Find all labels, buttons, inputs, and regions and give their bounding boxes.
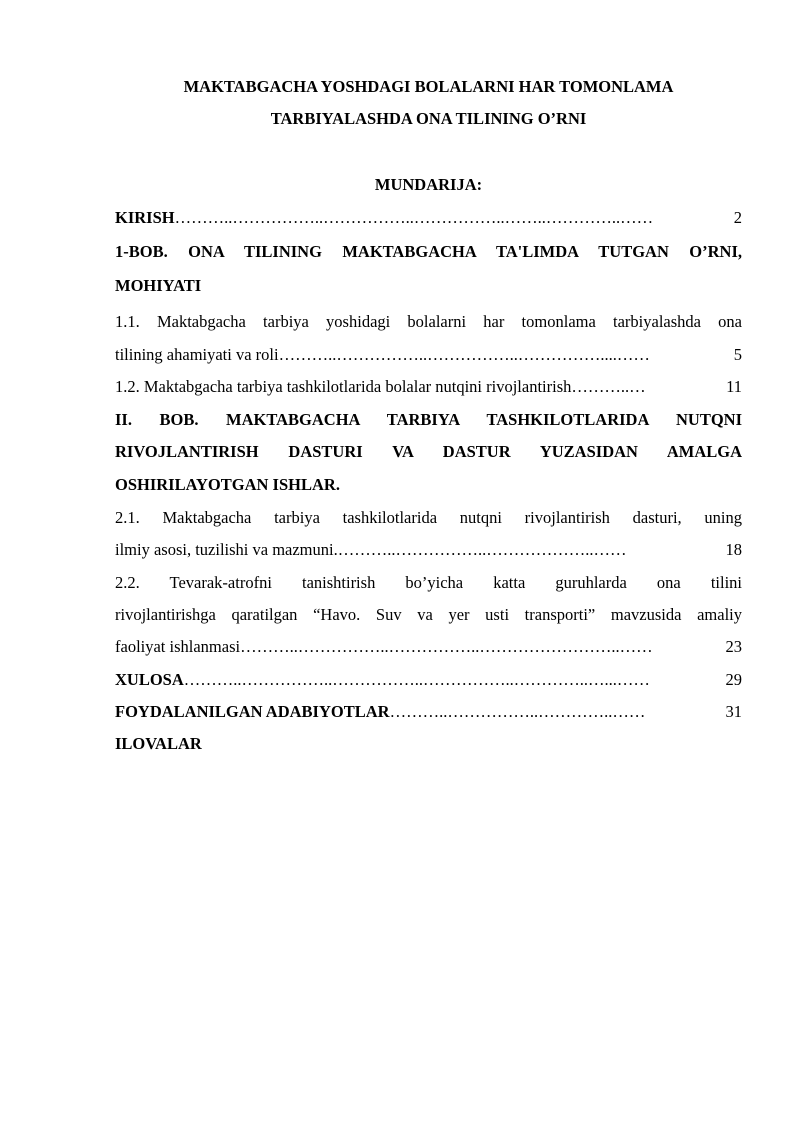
toc-label: 1.2. Maktabgacha tarbiya tashkilotlarida bolalar nutqini rivojlantirish	[115, 377, 572, 396]
toc-label: tilining ahamiyati va roli	[115, 345, 279, 364]
toc-leader: ………..……………..………………..……	[337, 540, 627, 559]
toc-entry-2-1-line-1: 2.1. Maktabgacha tarbiya tashkilotlarida nutqni rivojlantirish dasturi, uning	[115, 508, 742, 527]
toc-entry-1-1-line-2	[115, 345, 742, 365]
toc-entry-2-1-line-2	[115, 540, 742, 560]
toc-entry-2-2-line-2: rivojlantirishga qaratilgan “Havo. Suv va yer usti transporti” mavzusida amaliy	[115, 605, 742, 624]
toc-leader: ………..…	[571, 377, 646, 396]
toc-leader: ………..……………..……………..……………..…………..…...……	[183, 670, 650, 689]
toc-page-number: 5	[733, 345, 742, 364]
toc-label: FOYDALANILGAN ADABIYOTLAR	[115, 702, 390, 721]
toc-page-number: 2	[733, 208, 742, 227]
toc-page-number: 31	[725, 702, 742, 721]
toc-entry-ilovalar: ILOVALAR	[115, 734, 202, 753]
chapter-1-heading-line-2: MOHIYATI	[115, 276, 202, 295]
toc-leader: ………..……………..……………..……………………..……	[240, 637, 653, 656]
toc-entry-1-2	[115, 377, 742, 397]
toc-entry-1-1-line-1: 1.1. Maktabgacha tarbiya yoshidagi bolalarni har tomonlama tarbiyalashda ona	[115, 312, 742, 331]
toc-entry-2-2-line-3	[115, 637, 742, 657]
toc-leader: ………..……………..…………..……	[389, 702, 646, 721]
contents-heading: MUNDARIJA:	[374, 175, 483, 194]
toc-leader: ………..……………..……………..……………..……..…………..……	[174, 208, 654, 227]
toc-leader: ………..……………..……………..……………....……	[278, 345, 650, 364]
document-title-line-2: TARBIYALASHDA ONA TILINING O’RNI	[270, 109, 587, 128]
toc-page-number: 11	[726, 377, 742, 396]
toc-entry-2-2-line-1: 2.2. Tevarak-atrofni tanishtirish bo’yicha katta guruhlarda ona tilini	[115, 573, 742, 592]
chapter-2-heading-line-1: II. BOB. MAKTABGACHA TARBIYA TASHKILOTLARIDA NUTQNI	[115, 410, 742, 429]
toc-page-number: 29	[725, 670, 742, 689]
chapter-2-heading-line-3: OSHIRILAYOTGAN ISHLAR.	[115, 475, 340, 494]
toc-label: faoliyat ishlanmasi	[115, 637, 241, 656]
toc-entry-xulosa	[115, 670, 742, 690]
toc-page-number: 18	[725, 540, 742, 559]
toc-page-number: 23	[725, 637, 742, 656]
toc-label: XULOSA	[115, 670, 184, 689]
chapter-1-heading-line-1: 1-BOB. ONA TILINING MAKTABGACHA TA'LIMDA TUTGAN O’RNI,	[115, 242, 742, 261]
document-title-line-1: MAKTABGACHA YOSHDAGI BOLALARNI HAR TOMONLAMA	[183, 77, 674, 96]
toc-entry-adabiyotlar	[115, 702, 742, 722]
toc-entry-kirish	[115, 208, 742, 228]
toc-label: ilmiy asosi, tuzilishi va mazmuni.	[115, 540, 338, 559]
toc-label: KIRISH	[115, 208, 175, 227]
chapter-2-heading-line-2: RIVOJLANTIRISH DASTURI VA DASTUR YUZASIDAN AMALGA	[115, 442, 742, 461]
